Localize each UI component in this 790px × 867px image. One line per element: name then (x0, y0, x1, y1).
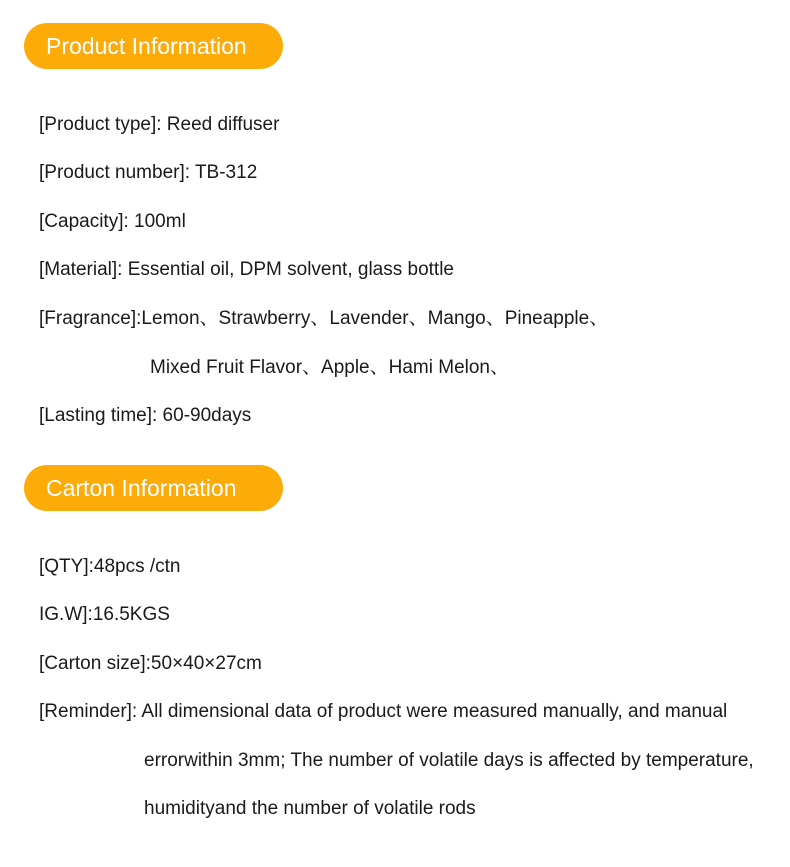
material-line: [Material]: Essential oil, DPM solvent, glass bottle (39, 259, 455, 280)
fragrance-continuation-line: Mixed Fruit Flavor、Apple、Hami Melon、 (150, 357, 509, 378)
product-information-heading: Product Information (24, 23, 283, 69)
product-type-line: [Product type]: Reed diffuser (39, 114, 280, 135)
carton-size-line: [Carton size]:50×40×27cm (39, 653, 262, 674)
lasting-time-line: [Lasting time]: 60-90days (39, 405, 252, 426)
product-number-line: [Product number]: TB-312 (39, 162, 258, 183)
qty-line: [QTY]:48pcs /ctn (39, 556, 181, 577)
carton-information-heading: Carton Information (24, 465, 283, 511)
reminder-continuation-line-2: humidityand the number of volatile rods (144, 798, 476, 819)
capacity-line: [Capacity]: 100ml (39, 211, 186, 232)
fragrance-line: [Fragrance]:Lemon、Strawberry、Lavender、Mango、Pineapple、 (39, 308, 609, 329)
reminder-line: [Reminder]: All dimensional data of product were measured manually, and manual (39, 701, 728, 722)
gross-weight-line: IG.W]:16.5KGS (39, 604, 170, 625)
reminder-continuation-line-1: errorwithin 3mm; The number of volatile days is affected by temperature, (144, 750, 754, 771)
